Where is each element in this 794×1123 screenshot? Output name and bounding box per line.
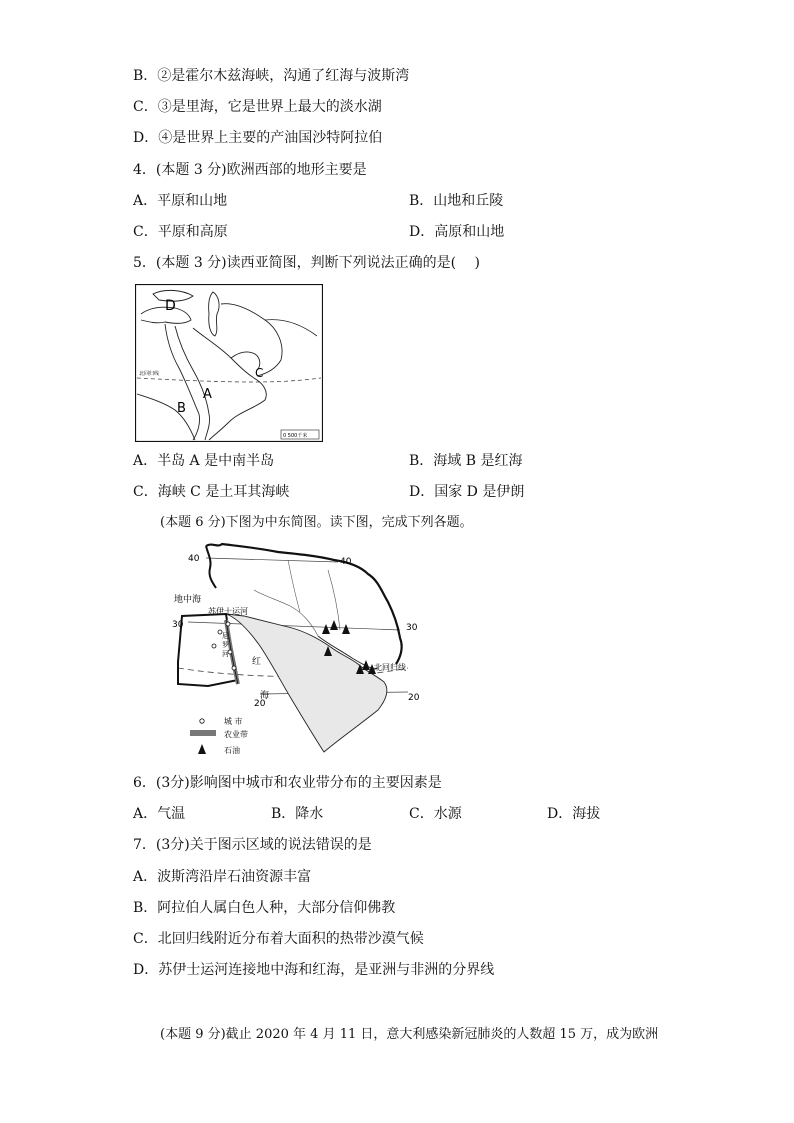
q5-stem: 5．(本题 3 分)读西亚简图，判断下列说法正确的是( ) <box>133 255 481 271</box>
q6-option-b: B．降水 <box>271 806 324 822</box>
q4-stem: 4．(本题 3 分)欧洲西部的地形主要是 <box>133 162 367 178</box>
tropic-label: 北回归线 <box>374 663 406 672</box>
q6-option-c: C．水源 <box>409 806 462 822</box>
nile-label-1: 尼 <box>222 632 229 640</box>
q4-option-d: D．高原和山地 <box>409 224 505 240</box>
q4-option-a: A．平原和山地 <box>133 193 228 209</box>
lat-40-left: 40 <box>188 554 200 564</box>
lat-30-left: 30 <box>172 620 184 630</box>
q5-option-b: B．海域 B 是红海 <box>409 453 523 469</box>
q3-option-c: C．③是里海，它是世界上最大的淡水湖 <box>133 99 382 115</box>
west-asia-map <box>135 284 323 442</box>
legend-city: 城 市 <box>224 717 243 726</box>
q5-option-a: A．半岛 A 是中南半岛 <box>133 453 275 469</box>
label-a: A <box>203 387 212 402</box>
legend-oil: 石油 <box>224 746 240 755</box>
red-sea-label-1: 红 <box>252 657 262 667</box>
q5-option-c: C．海峡 C 是土耳其海峡 <box>133 484 290 500</box>
legend-oil-icon <box>198 744 206 754</box>
nile-label-2: 罗 <box>222 641 229 649</box>
q3-option-d: D．④是世界上主要的产油国沙特阿拉伯 <box>133 130 383 146</box>
lat-40-right: 40 <box>340 557 352 567</box>
middle-east-map <box>168 540 428 762</box>
group-intro: (本题 6 分)下图为中东简图。读下图，完成下列各题。 <box>160 515 473 530</box>
west-asia-tropic-label: 北回归线 <box>139 371 160 377</box>
legend-agri: 农业带 <box>224 730 248 739</box>
legend-agri-icon <box>190 730 216 736</box>
q6-stem: 6．(3分)影响图中城市和农业带分布的主要因素是 <box>133 775 442 791</box>
q6-option-d: D．海拔 <box>547 806 601 822</box>
q4-option-c: C．平原和高原 <box>133 224 228 240</box>
label-d: D <box>165 298 176 314</box>
scale-bar-label: 0 500千米 <box>283 433 308 439</box>
q7-stem: 7．(3分)关于图示区域的说法错误的是 <box>133 837 372 853</box>
next-group-intro: (本题 9 分)截止 2020 年 4 月 11 日，意大利感染新冠肺炎的人数超 15 万，成为欧洲 <box>160 1027 659 1042</box>
lat-30-right: 30 <box>406 623 418 633</box>
label-b: B <box>177 401 186 416</box>
mediterranean-label: 地中海 <box>174 595 202 605</box>
nile-label-3: 河 <box>222 650 229 658</box>
lat-20-left: 20 <box>254 699 266 709</box>
q7-option-a: A．波斯湾沿岸石油资源丰富 <box>133 869 312 885</box>
q3-option-b: B．②是霍尔木兹海峡，沟通了红海与波斯湾 <box>133 68 410 84</box>
q7-option-d: D．苏伊士运河连接地中海和红海，是亚洲与非洲的分界线 <box>133 962 495 978</box>
q7-option-b: B．阿拉伯人属白色人种，大部分信仰佛教 <box>133 900 396 916</box>
lat-20-right: 20 <box>408 693 420 703</box>
legend-city-icon <box>200 719 204 723</box>
q4-option-b: B．山地和丘陵 <box>409 193 504 209</box>
label-c: C <box>255 366 264 380</box>
red-sea-label-2: 海 <box>260 691 270 701</box>
q7-option-c: C．北回归线附近分布着大面积的热带沙漠气候 <box>133 931 424 947</box>
q5-option-d: D．国家 D 是伊朗 <box>409 484 525 500</box>
q6-option-a: A．气温 <box>133 806 186 822</box>
suez-label: 苏伊士运河 <box>208 607 248 616</box>
